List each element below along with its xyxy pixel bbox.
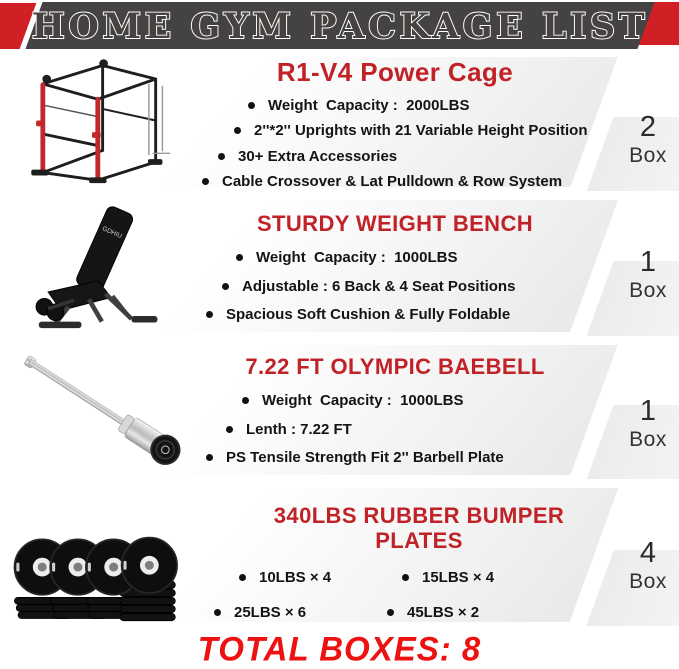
total-boxes-label: TOTAL BOXES: 8 bbox=[197, 629, 482, 668]
bullet-item bbox=[402, 568, 494, 588]
box-count-badge bbox=[612, 396, 679, 452]
power-cage-image bbox=[8, 53, 177, 193]
section-olympic-barbell bbox=[0, 340, 679, 483]
box-count: 2 bbox=[639, 111, 657, 143]
box-label: Box bbox=[629, 143, 667, 167]
weight-bench-illustration bbox=[24, 201, 163, 331]
bullet-text: Weight Capacity : 2000LBS bbox=[268, 96, 470, 114]
box-count: 1 bbox=[639, 395, 657, 427]
bullet-text: 2''*2'' Uprights with 21 Variable Height Position bbox=[254, 122, 588, 140]
section-title: 7.22 FT OLYMPIC BAEBELL bbox=[245, 354, 545, 379]
plate-row bbox=[196, 603, 594, 623]
bullet-item bbox=[234, 121, 594, 141]
section-content bbox=[196, 354, 594, 477]
bullet-text: 25LBS × 6 bbox=[234, 604, 307, 622]
bullet-item bbox=[222, 277, 594, 297]
bullet-item bbox=[242, 391, 594, 411]
box-count-badge bbox=[612, 538, 679, 594]
bullet-item bbox=[202, 172, 594, 192]
olympic-barbell-illustration bbox=[12, 349, 187, 477]
plate-row bbox=[196, 568, 594, 588]
olympic-barbell-image bbox=[12, 349, 187, 482]
bullet-item bbox=[218, 147, 594, 167]
bullet-item bbox=[239, 568, 402, 588]
feature-list bbox=[196, 391, 594, 468]
section-title: 340LBS RUBBER BUMPER PLATES bbox=[273, 503, 565, 554]
bumper-plates-image bbox=[9, 526, 179, 631]
bullet-text: Weight Capacity : 1000LBS bbox=[256, 249, 458, 267]
bullet-item bbox=[214, 603, 377, 623]
section-content bbox=[196, 58, 594, 198]
box-count-badge bbox=[612, 247, 679, 303]
bullet-item bbox=[206, 448, 594, 468]
box-count: 1 bbox=[639, 246, 657, 278]
bullet-item bbox=[226, 420, 594, 440]
box-label: Box bbox=[629, 278, 667, 302]
section-weight-bench bbox=[0, 195, 679, 340]
bullet-item bbox=[248, 96, 594, 116]
bullet-item bbox=[236, 248, 594, 268]
bumper-plates-illustration bbox=[9, 526, 179, 626]
page-title: HOME GYM PACKAGE LIST bbox=[31, 6, 649, 47]
section-bumper-plates bbox=[0, 483, 679, 630]
box-label: Box bbox=[629, 569, 667, 593]
bullet-text: 30+ Extra Accessories bbox=[238, 147, 398, 165]
feature-list bbox=[196, 96, 594, 192]
bullet-text: Adjustable : 6 Back & 4 Seat Positions bbox=[242, 277, 516, 295]
section-content bbox=[196, 503, 594, 639]
banner-title-art bbox=[0, 0, 679, 52]
section-power-cage bbox=[0, 52, 679, 195]
bullet-text: 45LBS × 2 bbox=[407, 604, 480, 622]
bullet-item bbox=[206, 305, 594, 325]
feature-list bbox=[196, 248, 594, 325]
box-label: Box bbox=[629, 427, 667, 451]
box-count-badge bbox=[612, 112, 679, 168]
svg-text:GDHIU: GDHIU bbox=[101, 225, 123, 241]
section-title: STURDY WEIGHT BENCH bbox=[256, 211, 534, 236]
footer bbox=[0, 626, 679, 669]
box-count: 4 bbox=[639, 537, 657, 569]
bullet-text: Lenth : 7.22 FT bbox=[246, 420, 352, 438]
bullet-text: 15LBS × 4 bbox=[422, 568, 495, 586]
bullet-text: PS Tensile Strength Fit 2'' Barbell Plate bbox=[226, 449, 504, 467]
bullet-item bbox=[387, 603, 479, 623]
header-banner bbox=[0, 0, 679, 52]
section-title: R1-V4 Power Cage bbox=[276, 57, 514, 87]
bullet-text: Weight Capacity : 1000LBS bbox=[262, 392, 464, 410]
bullet-text: 10LBS × 4 bbox=[259, 568, 332, 586]
section-content bbox=[196, 211, 594, 334]
power-cage-illustration bbox=[8, 53, 177, 188]
weight-bench-image bbox=[24, 201, 163, 336]
bullet-text: Spacious Soft Cushion & Fully Foldable bbox=[226, 306, 511, 324]
bullet-text: Cable Crossover & Lat Pulldown & Row System bbox=[222, 173, 563, 191]
